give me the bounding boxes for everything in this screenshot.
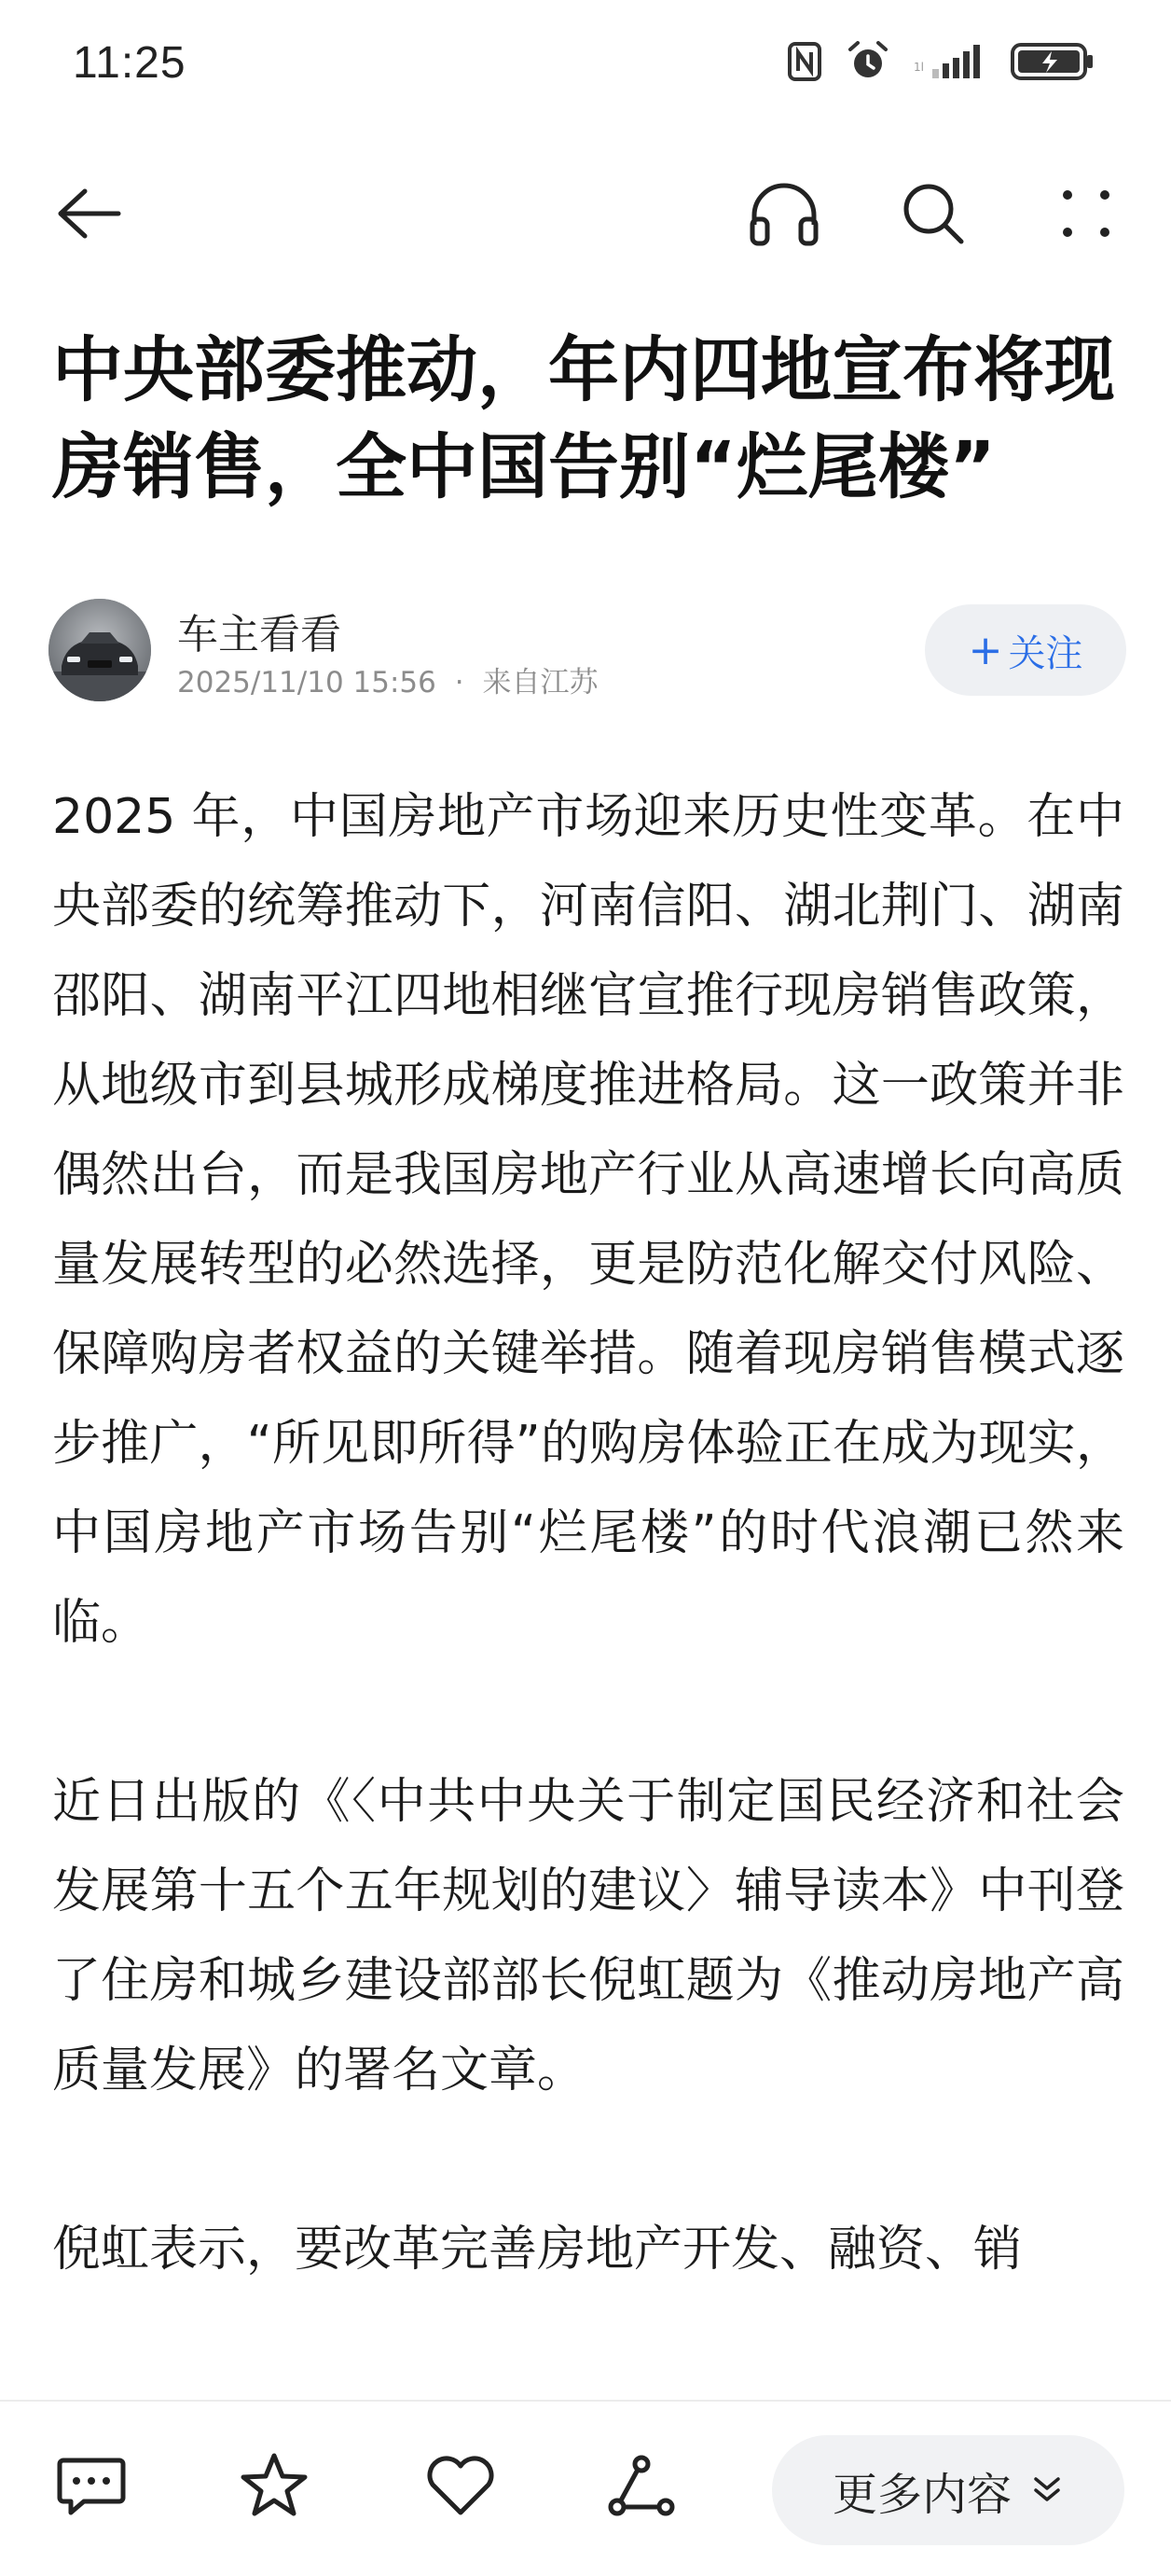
comment-button[interactable]: [52, 2448, 131, 2527]
status-bar: [0, 0, 1171, 140]
status-time: 11:25: [73, 38, 186, 88]
publish-location: 来自江苏: [482, 666, 599, 699]
search-button[interactable]: [891, 173, 975, 257]
avatar[interactable]: [48, 599, 151, 701]
article-body: [52, 772, 1124, 2384]
headphones-icon: [747, 178, 821, 253]
bottom-action-bar: [0, 2400, 1171, 2576]
star-icon: [239, 2451, 310, 2524]
search-icon: [900, 180, 967, 251]
listen-button[interactable]: [742, 173, 826, 257]
signal-icon: [914, 43, 986, 84]
follow-button[interactable]: [925, 604, 1126, 696]
alarm-icon: [847, 40, 889, 87]
back-button[interactable]: [45, 173, 129, 257]
top-nav-bar: [0, 159, 1171, 270]
nfc-icon: [787, 41, 822, 86]
share-button[interactable]: [602, 2448, 681, 2527]
more-content-button[interactable]: [772, 2435, 1124, 2545]
more-button[interactable]: [1044, 173, 1128, 257]
arrow-left-icon: [51, 186, 122, 245]
heart-icon: [423, 2453, 498, 2522]
article-paragraph: 近日出版的《〈中共中央关于制定国民经济和社会发展第十五个五年规划的建议〉辅导读本》中刊登了住房和城乡建设部部长倪虹题为《推动房地产高质量发展》的署名文章。: [52, 1774, 1124, 2098]
more-content-label: 更多内容: [832, 2468, 1012, 2521]
status-icons: [787, 41, 1095, 86]
meta-separator: ·: [454, 666, 464, 699]
battery-charging-icon: [1011, 42, 1095, 85]
article-paragraph: 倪虹表示，要改革完善房地产开发、融资、销: [52, 2222, 1023, 2278]
author-row: [48, 595, 1126, 705]
author-meta: [177, 658, 598, 700]
article-paragraph: 2025 年，中国房地产市场迎来历史性变革。在中央部委的统筹推动下，河南信阳、湖北荆门、湖南邵阳、湖南平江四地相继官宣推行现房销售政策，从地级市到县城形成梯度推进格局。这一政策并非偶然出台，而是我国房地产行业从高速增长向高质量发展转型的必然选择，更是防范化解交付风险、保障购房者权益的关键举措。随着现房销售模式逐步推广，“所见即所得”的购房体验正在成为现实，中国房地产市场告别“烂尾楼”的时代浪潮已然来临。: [52, 789, 1124, 1651]
follow-label: 关注: [1008, 631, 1083, 675]
chevron-down-icon: [1030, 2464, 1064, 2516]
like-button[interactable]: [421, 2448, 500, 2527]
more-dots-icon: [1058, 186, 1114, 245]
plus-icon: +: [968, 626, 1003, 674]
author-name[interactable]: 车主看看: [177, 611, 341, 658]
comment-icon: [56, 2453, 127, 2522]
article-title: 中央部委推动，年内四地宣布将现房销售，全中国告别“烂尾楼”: [52, 328, 1115, 508]
svg-text:1l: 1l: [914, 61, 924, 74]
favorite-button[interactable]: [235, 2448, 313, 2527]
publish-date: 2025/11/10 15:56: [177, 666, 436, 699]
share-icon: [606, 2453, 677, 2522]
